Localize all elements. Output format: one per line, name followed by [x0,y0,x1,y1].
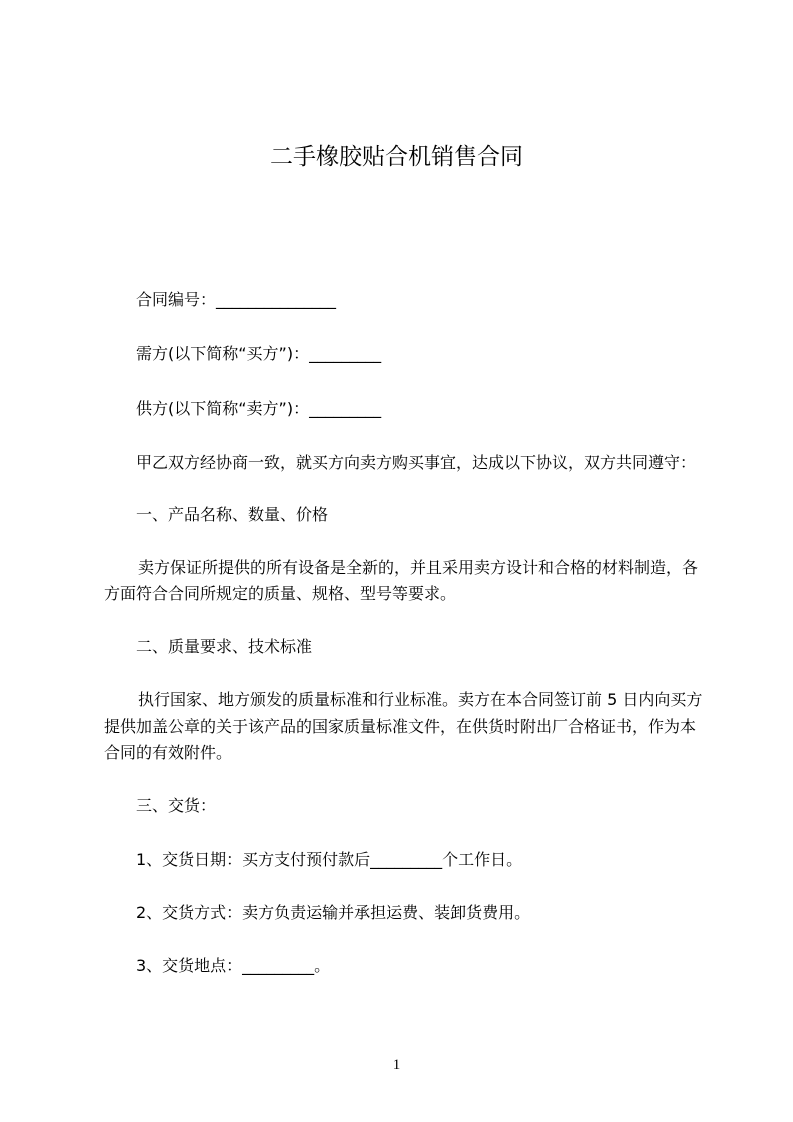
section-body-line: 方面符合合同所规定的质量、规格、型号等要求。 [104,584,457,603]
contract-number-field: 合同编号：_______________ [136,290,337,309]
delivery-item-location: 3、交货地点：_________。 [136,956,331,975]
section-body-line: 执行国家、地方颁发的质量标准和行业标准。卖方在本合同签订前 5 日内向买方 [138,690,703,709]
delivery-item-date: 1、交货日期：买方支付预付款后_________个工作日。 [136,850,523,869]
document-title: 二手橡胶贴合机销售合同 [270,144,523,170]
buyer-field: 需方(以下简称“买方”)：_________ [136,344,382,363]
section-body-line: 卖方保证所提供的所有设备是全新的，并且采用卖方设计和合格的材料制造，各 [138,558,699,577]
preamble-text: 甲乙双方经协商一致，就买方向卖方购买事宜，达成以下协议，双方共同遵守： [136,453,697,472]
section-heading-quality: 二、质量要求、技术标准 [136,637,313,656]
section-body-line: 合同的有效附件。 [104,743,233,762]
delivery-item-method: 2、交货方式：卖方负责运输并承担运费、装卸货费用。 [136,903,531,922]
section-heading-products: 一、产品名称、数量、价格 [136,505,329,524]
page-number: 1 [392,1057,401,1073]
section-body-line: 提供加盖公章的关于该产品的国家质量标准文件，在供货时附出厂合格证书，作为本 [104,717,697,736]
section-heading-delivery: 三、交货： [136,796,217,815]
seller-field: 供方(以下简称“卖方”)：_________ [136,399,382,418]
